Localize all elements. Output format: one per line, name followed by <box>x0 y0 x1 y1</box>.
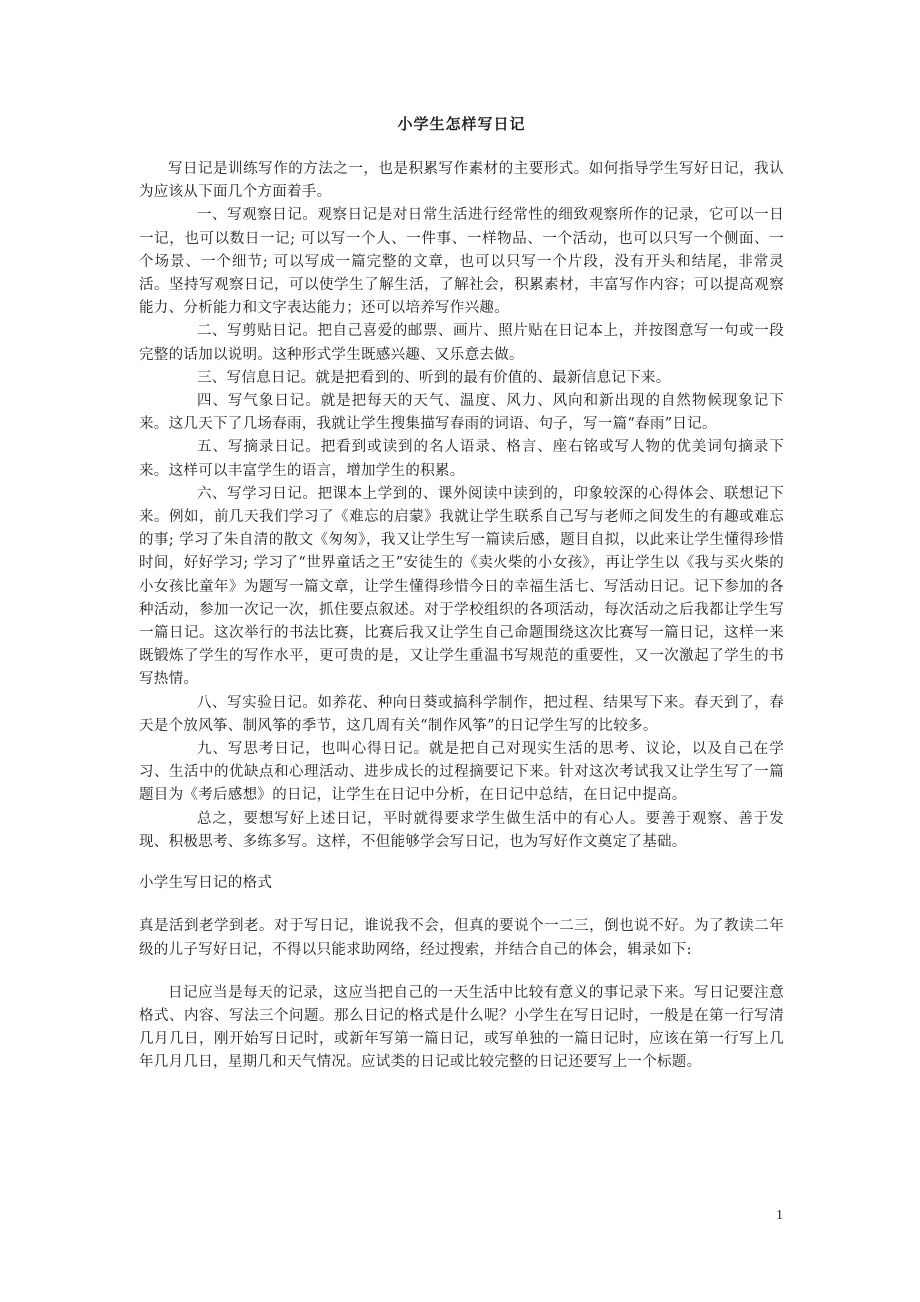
document-title: 小学生怎样写日记 <box>397 115 526 133</box>
format-paragraph: 日记应当是每天的记录，这应当把自己的一天生活中比较有意义的事记录下来。写日记要注意格式、内容、写法三个问题。那么日记的格式是什么呢？小学生在写日记时，一般是在第一行写清几月几日，刚开始写日记时，或新年写第一篇日记，或写单独的一篇日记时，应该在第一行写上几年几月几日，星期几和天气情况。应试类的日记或比较完整的日记还要写上一个标题。 <box>139 984 784 1071</box>
section-paragraph-8: 八、写实验日记。如养花、种向日葵或搞科学制作，把过程、结果写下来。春天到了，春天是个放风筝、制风筝的季节，这几周有关“制作风筝”的日记学生写的比较多。 <box>139 694 784 734</box>
section-paragraph-2: 二、写剪贴日记。把自己喜爱的邮票、画片、照片贴在日记本上，并按图意写一句或一段完整的话加以说明。这种形式学生既感兴趣、又乐意去做。 <box>139 323 784 363</box>
section-paragraph-5: 五、写摘录日记。把看到或读到的名人语录、格言、座右铭或写人物的优美词句摘录下来。这样可以丰富学生的语言，增加学生的积累。 <box>139 439 784 479</box>
page-number: 1 <box>776 1208 783 1223</box>
section-paragraph-9: 九、写思考日记，也叫心得日记。就是把自己对现实生活的思考、议论，以及自己在学习、生活中的优缺点和心理活动、进步成长的过程摘要记下来。针对这次考试我又让学生写了一篇题目为《考后感想》的日记，让学生在日记中分析，在日记中总结，在日记中提高。 <box>139 741 784 804</box>
conclusion-paragraph: 总之，要想写好上述日记，平时就得要求学生做生活中的有心人。要善于观察、善于发现、积极思考、多练多写。这样，不但能够学会写日记，也为写好作文奠定了基础。 <box>139 810 784 850</box>
section-paragraph-6: 六、写学习日记。把课本上学到的、课外阅读中读到的，印象较深的心得体会、联想记下来。例如，前几天我们学习了《难忘的启蒙》我就让学生联系自己写与老师之间发生的有趣或难忘的事; 学习了朱自清的散文《匆匆》，我又让学生写一篇读后感，题目自拟，以此来让学生懂得珍惜时间，好好学习; 学习了“世界童话之王”安徒生的《卖火柴的小女孩》，再让学生以《我与买火柴的小女孩比童年》为题写一篇文章，让学生懂得珍惜今日的幸福生活七、写活动日记。记下参加的各种活动，参加一次记一次，抓住要点叙述。对于学校组织的各项活动，每次活动之后我都让学生写一篇日记。这次举行的书法比赛，比赛后我又让学生自己命题围绕这次比赛写一篇日记，这样一来既锻炼了学生的写作水平，更可贵的是，又让学生重温书写规范的重要性，又一次激起了学生的书写热情。 <box>139 485 784 688</box>
plain-paragraph: 真是活到老学到老。对于写日记，谁说我不会，但真的要说个一二三，倒也说不好。为了教读二年级的儿子写好日记，不得以只能求助网络，经过搜索，并结合自己的体会，辑录如下: <box>139 918 784 958</box>
section-paragraph-3: 三、写信息日记。就是把看到的、听到的最有价值的、最新信息记下来。 <box>197 369 671 386</box>
document-page <box>139 112 784 1075</box>
section-subtitle: 小学生写日记的格式 <box>139 875 273 892</box>
section-paragraph-4: 四、写气象日记。就是把每天的天气、温度、风力、风向和新出现的自然物候现象记下来。这几天下了几场春雨，我就让学生搜集描写春雨的词语、句子，写一篇“春雨”日记。 <box>139 393 784 433</box>
section-paragraph-1: 一、写观察日记。观察日记是对日常生活进行经常性的细致观察所作的记录，它可以一日一记，也可以数日一记; 可以写一个人、一件事、一样物品、一个活动，也可以只写一个侧面、一个场景、一个细节; 可以写成一篇完整的文章，也可以只写一个片段，没有开头和结尾，非常灵活。坚持写观察日记，可以使学生了解生活，了解社会，积累素材，丰富写作内容；可以提高观察能力、分析能力和文字表达能力；还可以培养写作兴趣。 <box>139 207 784 317</box>
intro-paragraph: 写日记是训练写作的方法之一，也是积累写作素材的主要形式。如何指导学生写好日记，我认为应该从下面几个方面着手。 <box>139 161 784 201</box>
